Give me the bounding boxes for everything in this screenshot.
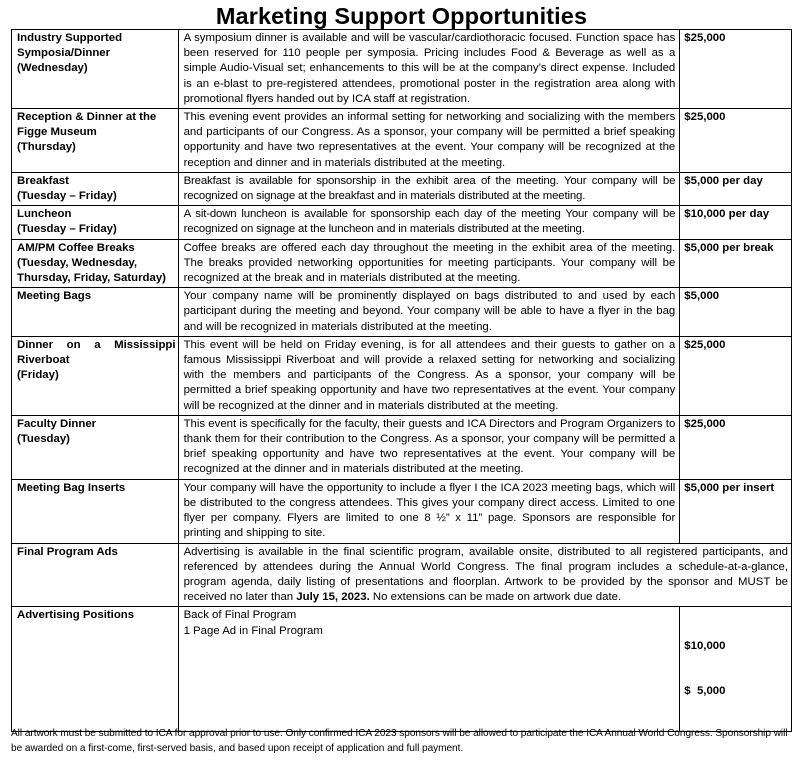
table-row-final-program bbox=[12, 543, 792, 607]
opportunity-name: Industry Supported Symposia/Dinner (Wednesday) bbox=[12, 30, 179, 109]
opportunity-name: Advertising Positions bbox=[12, 607, 179, 732]
opportunity-price: $25,000 bbox=[680, 109, 792, 173]
opportunity-name: Faculty Dinner (Tuesday) bbox=[12, 415, 179, 479]
opportunities-table bbox=[11, 29, 792, 732]
opportunity-description: A symposium dinner is available and will be vascular/cardiothoracic focused. Function space has been reserved for 110 people per symposia. Pricing includes Food & Beverage as well as a simple Audio-Visual set; enhancements to this will be at the company’s direct expense. Included is an e-blast to pre-registered attendees, promotional poster in the registration area along with promotional flyers handed out by ICA staff at registration. bbox=[178, 30, 680, 109]
opportunity-price: $25,000 bbox=[680, 30, 792, 109]
opportunity-name: Breakfast (Tuesday – Friday) bbox=[12, 172, 179, 205]
table-row bbox=[12, 415, 792, 479]
advertising-options bbox=[178, 607, 680, 732]
opportunity-name: Luncheon (Tuesday – Friday) bbox=[12, 206, 179, 239]
opportunity-description: A sit-down luncheon is available for sponsorship each day of the meeting Your company will be recognized on signage at the luncheon and in materials distributed at the meeting. bbox=[178, 206, 680, 239]
opportunity-description: Breakfast is available for sponsorship in the exhibit area of the meeting. Your company will be recognized on signage at the breakfast and in materials distributed at the meeting. bbox=[178, 172, 680, 205]
opportunity-price: $5,000 bbox=[680, 288, 792, 337]
ad-option-label: Back of Final Program bbox=[183, 609, 297, 622]
opportunity-description: This evening event provides an informal setting for networking and socializing with the members and participants of our Congress. As a sponsor, your company will be permitted a brief speaking opportunity and have two representatives at the event. Your company will be recognized at the reception and dinner and in materials distributed at the meeting. bbox=[178, 109, 680, 173]
opportunity-name: Reception & Dinner at the Figge Museum (Thursday) bbox=[12, 109, 179, 173]
opportunity-description: Your company will have the opportunity to include a flyer I the ICA 2023 meeting bags, which will be distributed to the congress attendees. This gives your company direct access. Limited to one flyer per company. Flyers are limited to one 8 ½” x 11” page. Sponsors are responsible for printing and shipping to site. bbox=[178, 479, 680, 543]
opportunity-price: $5,000 per break bbox=[680, 239, 792, 288]
footer-note: All artwork must be submitted to ICA for approval prior to use. Only confirmed ICA 2023 sponsors will be allowed to participate the ICA Annual World Congress. Sponsorship will be awarded on a first-come, first-served basis, and based upon receipt of application and full payment. bbox=[11, 728, 788, 754]
table-row bbox=[12, 109, 792, 173]
deadline-date: July 15, 2023. bbox=[296, 591, 370, 604]
table-row-advertising bbox=[12, 607, 792, 732]
ad-option-label: 1 Page Ad in Final Program bbox=[183, 624, 323, 637]
table-row bbox=[12, 206, 792, 239]
table-row bbox=[12, 30, 792, 109]
table-row bbox=[12, 239, 792, 288]
opportunity-name: Meeting Bag Inserts bbox=[12, 479, 179, 543]
opportunity-description: This event is specifically for the faculty, their guests and ICA Directors and Program Organizers to thank them for their contribution to the Congress. As a sponsor, your company will be permitted a brief speaking opportunity and have two representatives at the event. Your company will be recognized at the dinner and in materials distributed at the meeting. bbox=[178, 415, 680, 479]
advertising-prices bbox=[680, 607, 792, 732]
opportunity-name: Dinner on a Mississippi Riverboat (Friday) bbox=[12, 336, 179, 415]
table-body bbox=[12, 30, 792, 732]
opportunity-description: Coffee breaks are offered each day throughout the meeting in the exhibit area of the meeting. The breaks provided networking opportunities for meeting participants. Your company will be recognized at the break and in materials distributed at the meeting. bbox=[178, 239, 680, 288]
opportunity-name: Final Program Ads bbox=[12, 543, 179, 607]
opportunity-price: $25,000 bbox=[680, 336, 792, 415]
opportunity-name: Meeting Bags bbox=[12, 288, 179, 337]
page-title: Marketing Support Opportunities bbox=[215, 3, 588, 29]
table-row bbox=[12, 479, 792, 543]
opportunity-price: $10,000 per day bbox=[680, 206, 792, 239]
opportunity-price: $25,000 bbox=[680, 415, 792, 479]
opportunity-price: $5,000 per insert bbox=[680, 479, 792, 543]
opportunity-price: $5,000 per day bbox=[680, 172, 792, 205]
ad-option-price: $ 5,000 bbox=[684, 685, 726, 698]
opportunity-name: AM/PM Coffee Breaks (Tuesday, Wednesday, Thursday, Friday, Saturday) bbox=[12, 239, 179, 288]
final-program-description: Advertising is available in the final scientific program, available onsite, distributed to all registered participants, and referenced by attendees during the Annual World Congress. The final program includes a schedule-at-a-glance, program agenda, daily listing of presentations and floorplan. Artwork to be provided by the sponsor and MUST be received no later than July 15, 2023. No extensions can be made on artwork due date. bbox=[178, 543, 791, 607]
table-row bbox=[12, 288, 792, 337]
opportunity-description: This event will be held on Friday evening, is for all attendees and their guests to gather on a famous Mississippi Riverboat and will provide a relaxed setting for networking and socializing with the members and participants of the Congress. As a sponsor, your company will be permitted a brief speaking opportunity and have two representatives at the event. Your company will be recognized at the dinner and in materials distributed at the meeting. bbox=[178, 336, 680, 415]
table-row bbox=[12, 172, 792, 205]
ad-option-price: $10,000 bbox=[684, 639, 726, 652]
opportunity-description: Your company name will be prominently displayed on bags distributed to and used by each participant during the meeting and beyond. Your company will be able to have a flyer in the bag and will be recognized in materials distributed at the meeting. bbox=[178, 288, 680, 337]
table-row bbox=[12, 336, 792, 415]
